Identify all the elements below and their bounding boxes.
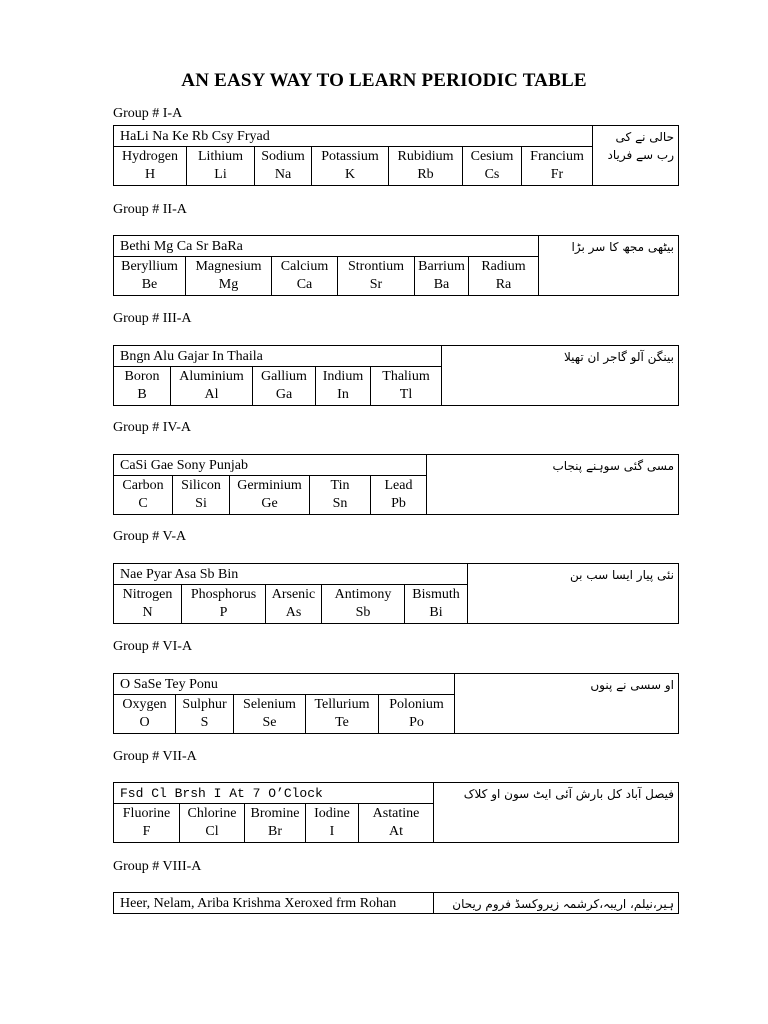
element-name: Carbon (122, 478, 164, 493)
element-symbol: Fr (550, 167, 564, 182)
element-name: Indium (322, 369, 364, 384)
element-name: Fluorine (122, 806, 171, 821)
element-name: Aluminium (179, 369, 244, 384)
element-symbol: I (329, 824, 335, 839)
page-title: AN EASY WAY TO LEARN PERIODIC TABLE (181, 70, 587, 91)
mnemonic: Fsd Cl Brsh I At 7 O’Clock (114, 783, 434, 804)
element-cell (114, 147, 187, 186)
element-symbol: Si (195, 496, 207, 511)
group-label-5a: Group # V-A (113, 529, 187, 544)
element-cell (173, 476, 230, 515)
element-name: Germinium (237, 478, 302, 493)
element-cell (371, 367, 442, 406)
element-cell (312, 147, 389, 186)
group-table-2a (113, 235, 679, 296)
element-name: Gallium (261, 369, 307, 384)
urdu-mnemonic: بینگن آلو گاجر ان تھیلا (442, 346, 679, 406)
element-symbol: Na (274, 167, 292, 182)
element-cell (245, 804, 306, 843)
element-name: Astatine (372, 806, 420, 821)
element-symbol: K (344, 167, 356, 182)
element-symbol: Bi (429, 605, 443, 620)
element-name: Strontium (347, 259, 404, 274)
element-symbol: Cs (484, 167, 500, 182)
element-cell (182, 585, 266, 624)
element-symbol: Rb (417, 167, 434, 182)
mnemonic: Bngn Alu Gajar In Thaila (114, 346, 442, 367)
element-name: Antimony (334, 587, 392, 602)
element-name: Nitrogen (122, 587, 173, 602)
mnemonic: Nae Pyar Asa Sb Bin (114, 564, 468, 585)
element-cell (114, 257, 186, 296)
element-name: Silicon (181, 478, 221, 493)
element-symbol: At (389, 824, 403, 839)
element-name: Selenium (243, 697, 296, 712)
element-name: Beryllium (121, 259, 178, 274)
group-label-6a: Group # VI-A (113, 639, 193, 654)
element-symbol: Pb (391, 496, 406, 511)
element-name: Iodine (314, 806, 350, 821)
element-cell (255, 147, 312, 186)
element-cell (389, 147, 463, 186)
group-table-8a (113, 892, 679, 914)
group-label-1a: Group # I-A (113, 106, 183, 121)
mnemonic: CaSi Gae Sony Punjab (114, 455, 427, 476)
element-cell (114, 585, 182, 624)
element-symbol: N (142, 605, 153, 620)
element-symbol: B (137, 387, 147, 402)
mnemonic: Heer, Nelam, Ariba Krishma Xeroxed frm Rohan (114, 893, 434, 914)
group-table-4a (113, 454, 679, 515)
element-name: Radium (481, 259, 526, 274)
element-cell (114, 804, 180, 843)
element-name: Barrium (418, 259, 465, 274)
element-symbol: Po (409, 715, 424, 730)
element-name: Lead (384, 478, 413, 493)
element-cell (469, 257, 539, 296)
element-cell (230, 476, 310, 515)
element-cell (171, 367, 253, 406)
element-cell (114, 695, 176, 734)
element-symbol: Li (214, 167, 227, 182)
group-table-3a (113, 345, 679, 406)
element-symbol: Be (141, 277, 158, 292)
element-name: Tellurium (314, 697, 370, 712)
element-symbol: As (285, 605, 302, 620)
element-name: Magnesium (195, 259, 262, 274)
element-cell (405, 585, 468, 624)
element-cell (176, 695, 234, 734)
element-symbol: Mg (218, 277, 239, 292)
element-symbol: Tl (399, 387, 413, 402)
element-name: Bismuth (412, 587, 460, 602)
element-symbol: Ga (275, 387, 293, 402)
mnemonic: O SaSe Tey Ponu (114, 674, 455, 695)
element-symbol: Al (204, 387, 219, 402)
element-cell (234, 695, 306, 734)
element-cell (415, 257, 469, 296)
element-cell (306, 695, 379, 734)
group-label-3a: Group # III-A (113, 311, 192, 326)
element-cell (186, 257, 272, 296)
group-label-8a: Group # VIII-A (113, 859, 202, 874)
element-name: Thalium (382, 369, 430, 384)
element-symbol: H (144, 167, 156, 182)
element-symbol: Te (335, 715, 349, 730)
element-name: Polonium (389, 697, 444, 712)
element-symbol: S (200, 715, 209, 730)
urdu-mnemonic: ہیر،نیلم، اریبہ،کرشمہ زیروکسڈ فروم ریحان (434, 893, 679, 914)
element-cell (114, 476, 173, 515)
element-cell (306, 804, 359, 843)
element-name: Sodium (261, 149, 305, 164)
urdu-mnemonic: فیصل آباد کل بارش آئی ایٹ سون او کلاک (434, 783, 679, 843)
element-symbol: Cl (205, 824, 219, 839)
urdu-mnemonic: حالی نے کی رب سے فریاد (593, 126, 679, 186)
mnemonic: Bethi Mg Ca Sr BaRa (114, 236, 539, 257)
element-cell (266, 585, 322, 624)
element-cell (253, 367, 316, 406)
element-name: Sulphur (182, 697, 227, 712)
element-name: Rubidium (397, 149, 454, 164)
element-symbol: Br (268, 824, 282, 839)
urdu-mnemonic: او سسی نے پنوں (455, 674, 679, 734)
element-symbol: Se (262, 715, 277, 730)
urdu-mnemonic: مسی گئی سوہنے پنجاب (427, 455, 679, 515)
element-cell (359, 804, 434, 843)
element-symbol: O (139, 715, 150, 730)
mnemonic: HaLi Na Ke Rb Csy Fryad (114, 126, 593, 147)
element-name: Tin (330, 478, 350, 493)
element-symbol: C (138, 496, 148, 511)
element-name: Oxygen (122, 697, 167, 712)
element-symbol: Sb (355, 605, 371, 620)
element-symbol: In (337, 387, 349, 402)
element-symbol: Ca (296, 277, 313, 292)
group-label-4a: Group # IV-A (113, 420, 192, 435)
element-cell (338, 257, 415, 296)
element-cell (114, 367, 171, 406)
element-name: Hydrogen (122, 149, 178, 164)
element-symbol: F (142, 824, 151, 839)
group-table-5a (113, 563, 679, 624)
element-cell (316, 367, 371, 406)
element-cell (463, 147, 522, 186)
element-cell (522, 147, 593, 186)
urdu-mnemonic: بیٹھی مجھ کا سر بڑا (539, 236, 679, 296)
element-symbol: Ba (433, 277, 450, 292)
element-symbol: Ge (261, 496, 278, 511)
element-name: Cesium (470, 149, 514, 164)
element-symbol: P (219, 605, 228, 620)
element-cell (187, 147, 255, 186)
element-cell (379, 695, 455, 734)
element-cell (322, 585, 405, 624)
element-symbol: Sn (332, 496, 348, 511)
element-name: Boron (124, 369, 160, 384)
element-name: Potassium (321, 149, 379, 164)
element-name: Bromine (250, 806, 300, 821)
element-name: Francium (530, 149, 584, 164)
group-label-7a: Group # VII-A (113, 749, 197, 764)
urdu-mnemonic: نئی پیار ایسا سب بن (468, 564, 679, 624)
element-symbol: Ra (495, 277, 512, 292)
element-name: Lithium (197, 149, 244, 164)
group-label-2a: Group # II-A (113, 202, 187, 217)
element-name: Arsenic (271, 587, 316, 602)
element-cell (310, 476, 371, 515)
element-name: Calcium (280, 259, 329, 274)
group-table-1a (113, 125, 679, 186)
element-cell (272, 257, 338, 296)
element-name: Chlorine (187, 806, 237, 821)
element-cell (180, 804, 245, 843)
element-name: Phosphorus (190, 587, 257, 602)
group-table-7a (113, 782, 679, 843)
element-cell (371, 476, 427, 515)
group-table-6a (113, 673, 679, 734)
element-symbol: Sr (369, 277, 383, 292)
